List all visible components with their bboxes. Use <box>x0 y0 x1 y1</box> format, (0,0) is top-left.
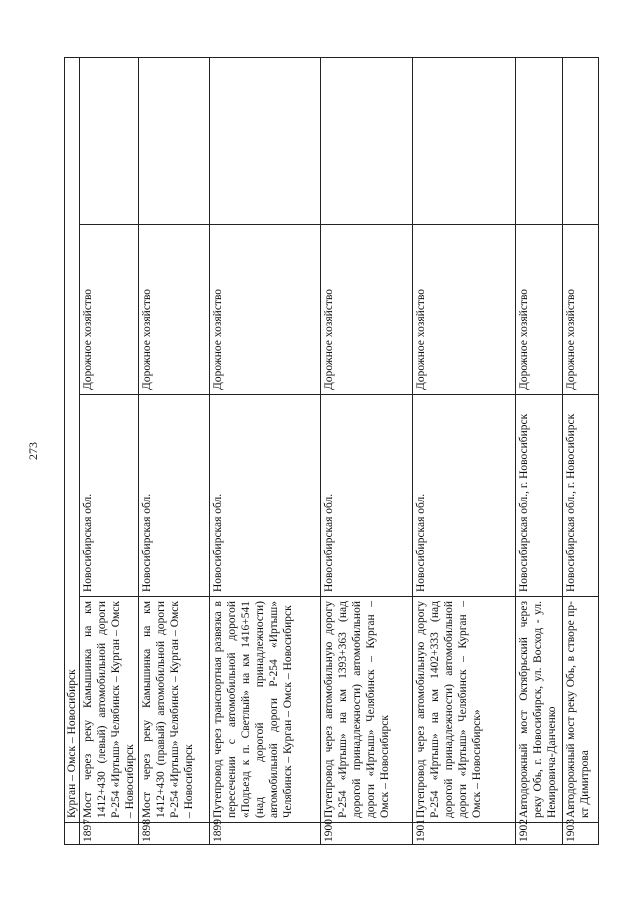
group-header: Курган – Омск – Новосибирск <box>65 57 80 822</box>
object-category: Дорожное хозяйство <box>80 225 139 395</box>
table-row <box>321 57 413 844</box>
object-name: Путепровод через автомобильную дорогу Р-254 «Иртыш» на км 1402+333 (над дорогой принадлежности) автомобильной дороги «Иртыш» Челябинск – Курган – Омск – Новосибирск» <box>413 597 516 823</box>
object-name: Путепровод через транспортная развязка в пересечении с автомобильной дорогой «Подъезд к п. Светлый» на км 1416+541 (над дорогой принадлежности) автомобильной дороги Р-254 «Иртыш» Челябинск – Курган – Омск – Новосибирск <box>210 597 321 823</box>
page-number: 273 <box>26 442 40 460</box>
object-category: Дорожное хозяйство <box>139 225 210 395</box>
empty-cell <box>563 57 599 224</box>
object-location: Новосибирская обл., г. Новосибирск <box>516 395 563 597</box>
row-number: 1899 <box>210 823 321 845</box>
object-location: Новосибирская обл. <box>80 395 139 597</box>
object-name: Мост через реку Камышинка на км 1412+430 (правый) автомобильной дороги Р-254 «Иртыш» Челябинск – Курган – Омск – Новосибирск <box>139 597 210 823</box>
object-category: Дорожное хозяйство <box>210 225 321 395</box>
object-name: Путепровод через автомобильную дорогу Р-254 «Иртыш» на км 1393+363 (над дорогой принадлежности) автомобильной дороги «Иртыш» Челябинск – Курган – Омск – Новосибирск <box>321 597 413 823</box>
rotated-page-content <box>64 58 598 845</box>
object-location: Новосибирская обл. <box>139 395 210 597</box>
empty-cell <box>516 57 563 224</box>
object-category: Дорожное хозяйство <box>563 225 599 395</box>
object-name: Мост через реку Камышинка на км 1412+430 (левый) автомобильной дороги Р-254 «Иртыш» Челябинск – Курган – Омск – Новосибирск <box>80 597 139 823</box>
row-number: 1900 <box>321 823 413 845</box>
object-category: Дорожное хозяйство <box>516 225 563 395</box>
object-category: Дорожное хозяйство <box>413 225 516 395</box>
row-number: 1903 <box>563 823 599 845</box>
object-location: Новосибирская обл. <box>210 395 321 597</box>
table-body <box>65 57 599 844</box>
table-row <box>516 57 563 844</box>
object-location: Новосибирская обл., г. Новосибирск <box>563 395 599 597</box>
row-number: 1901 <box>413 823 516 845</box>
group-number-cell <box>65 823 80 845</box>
row-number: 1898 <box>139 823 210 845</box>
object-name: Автодорожный мост реку Обь, в створе пр-кт Димитрова <box>563 597 599 823</box>
empty-cell <box>413 57 516 224</box>
empty-cell <box>210 57 321 224</box>
empty-cell <box>139 57 210 224</box>
objects-table <box>64 57 599 845</box>
table-row <box>139 57 210 844</box>
object-location: Новосибирская обл. <box>413 395 516 597</box>
table-row <box>563 57 599 844</box>
empty-cell <box>321 57 413 224</box>
table-row <box>80 57 139 844</box>
table-row <box>413 57 516 844</box>
empty-cell <box>80 57 139 224</box>
object-location: Новосибирская обл. <box>321 395 413 597</box>
object-category: Дорожное хозяйство <box>321 225 413 395</box>
row-number: 1902 <box>516 823 563 845</box>
table-row <box>210 57 321 844</box>
object-name: Автодорожный мост Октябрьский через реку Обь, г. Новосибирск, ул. Восход - ул. Немировича-Данченко <box>516 597 563 823</box>
group-header-row <box>65 57 80 844</box>
row-number: 1897 <box>80 823 139 845</box>
